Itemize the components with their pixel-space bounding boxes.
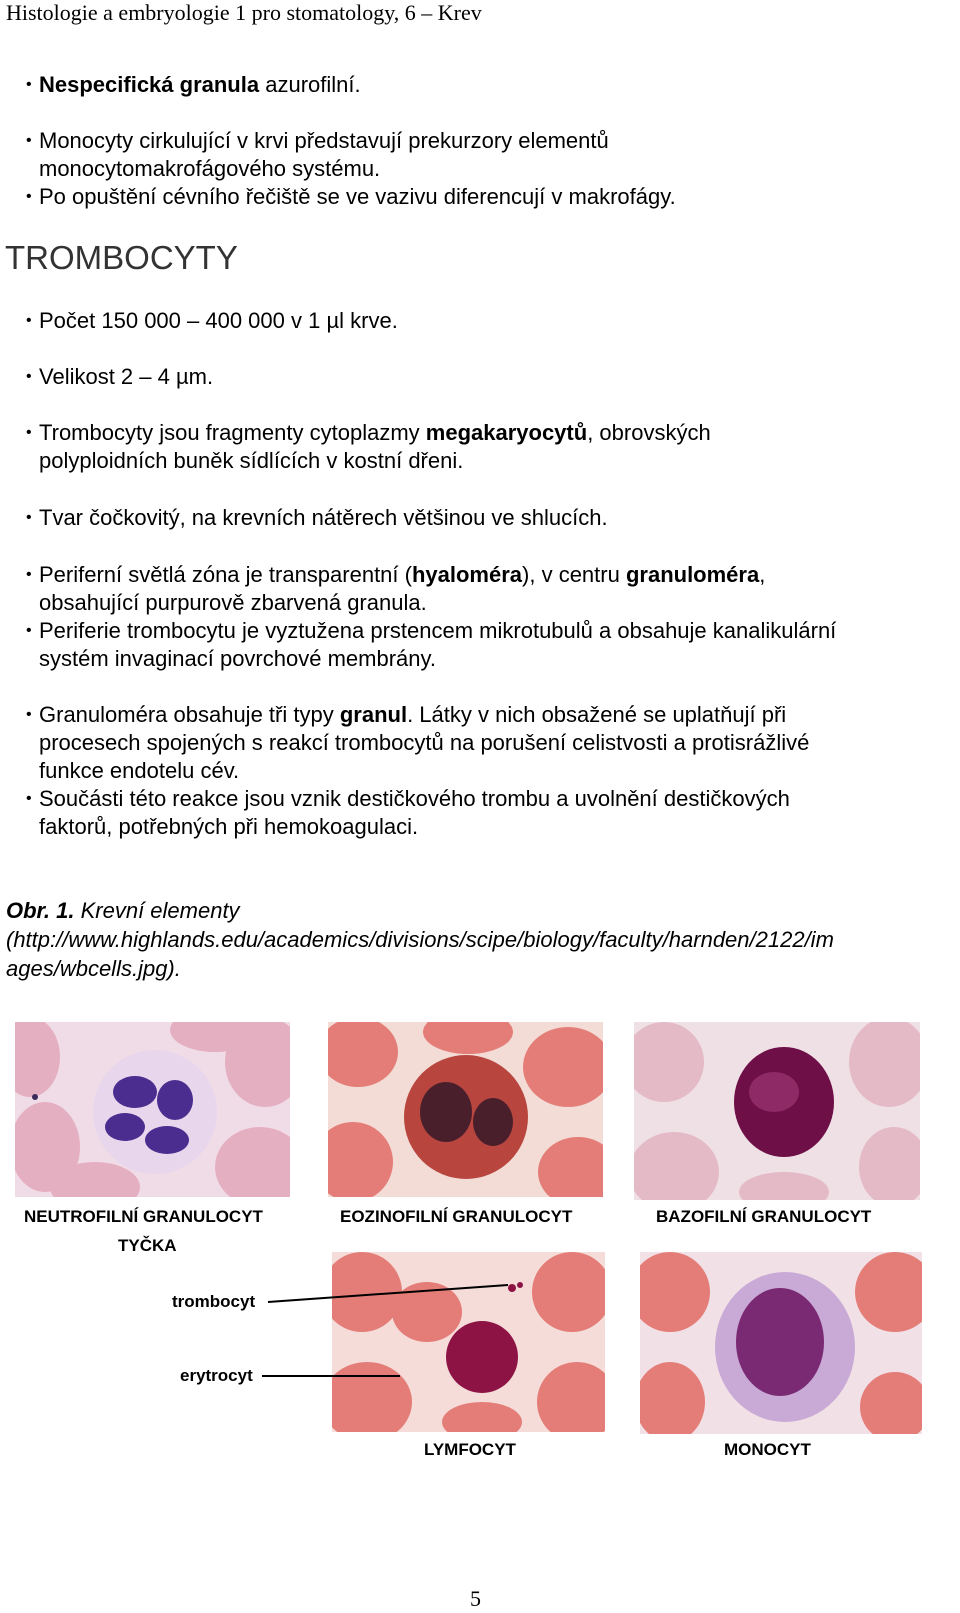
granula-rest: azurofilní. bbox=[259, 72, 361, 97]
label-erytrocyt: erytrocyt bbox=[180, 1366, 253, 1385]
label-lymfocyt: LYMFOCYT bbox=[424, 1440, 516, 1459]
zona-text-b: ), v centru bbox=[522, 562, 626, 587]
bullet-makrofagy: • Po opuštění cévního řečiště se ve vazivu diferencují v makrofágy. bbox=[39, 182, 676, 211]
zona-bold-2: granuloméra bbox=[625, 562, 760, 587]
section-heading-trombocyty: TROMBOCYTY bbox=[5, 239, 238, 276]
page-header: Histologie a embryologie 1 pro stomatology, 6 – Krev bbox=[6, 0, 482, 25]
granulomera-text-a: Granuloméra obsahuje tři typy bbox=[39, 702, 340, 727]
granulomera-bold: granul bbox=[339, 702, 408, 727]
periferie-line-b: systém invaginací povrchové membrány. bbox=[39, 646, 436, 671]
zona-bold-1: hyaloméra bbox=[411, 562, 523, 587]
figure-caption-url-a: (http://www.highlands.edu/academics/divisions/scipe/biology/faculty/harnden/2122/im bbox=[6, 927, 834, 952]
label-neutrofil: NEUTROFILNÍ GRANULOCYT bbox=[24, 1207, 263, 1226]
monocyty-line-b: monocytomakrofágového systému. bbox=[39, 156, 381, 181]
bullet-pocet: • Počet 150 000 – 400 000 v 1 µl krve. bbox=[39, 306, 398, 335]
pointer-trombocyt bbox=[268, 1285, 508, 1302]
fragmenty-text-b: , obrovských bbox=[587, 420, 711, 445]
bullet-soucasti: • Součásti této reakce jsou vznik destičkového trombu a uvolnění destičkových bbox=[39, 784, 790, 813]
bullet-periferie: • Periferie trombocytu je vyztužena prstencem mikrotubulů a obsahuje kanalikulární bbox=[39, 616, 836, 645]
bullet-monocyty-line-a: • Monocyty cirkulující v krvi představují prekurzory elementů bbox=[39, 126, 609, 155]
granulomera-text-b: . Látky v nich obsažené se uplatňují při bbox=[407, 702, 787, 727]
label-monocyt: MONOCYT bbox=[724, 1440, 811, 1459]
granulomera-line-c: funkce endotelu cév. bbox=[39, 758, 240, 783]
label-tycka: TYČKA bbox=[118, 1236, 177, 1255]
bullet-velikost: • Velikost 2 – 4 µm. bbox=[39, 362, 213, 391]
figure-caption-bold: Obr. 1. bbox=[6, 898, 75, 923]
granulomera-line-b: procesech spojených s reakcí trombocytů na porušení celistvosti a protisrážlivé bbox=[39, 730, 810, 755]
zona-text-c: , bbox=[759, 562, 766, 587]
label-eozinofil: EOZINOFILNÍ GRANULOCYT bbox=[340, 1207, 573, 1226]
soucasti-line-b: faktorů, potřebných při hemokoagulaci. bbox=[39, 814, 419, 839]
figure-caption-title: Krevní elementy bbox=[74, 898, 240, 923]
zona-text-a: Periferní světlá zóna je transparentní ( bbox=[39, 562, 412, 587]
fragmenty-text-a: Trombocyty jsou fragmenty cytoplazmy bbox=[39, 420, 426, 445]
fragmenty-line-b: polyploidních buněk sídlících v kostní dřeni. bbox=[39, 448, 464, 473]
fragmenty-bold: megakaryocytů bbox=[425, 420, 588, 445]
zona-line-b: obsahující purpurově zbarvená granula. bbox=[39, 590, 427, 615]
label-bazofil: BAZOFILNÍ GRANULOCYT bbox=[656, 1207, 872, 1226]
bullet-tvar: • Tvar čočkovitý, na krevních nátěrech většinou ve shlucích. bbox=[39, 503, 608, 532]
label-trombocyt: trombocyt bbox=[172, 1292, 256, 1311]
page-number: 5 bbox=[470, 1586, 481, 1611]
figure-caption-url-b: ages/wbcells.jpg). bbox=[6, 956, 181, 981]
granula-bold: Nespecifická granula bbox=[39, 72, 260, 97]
